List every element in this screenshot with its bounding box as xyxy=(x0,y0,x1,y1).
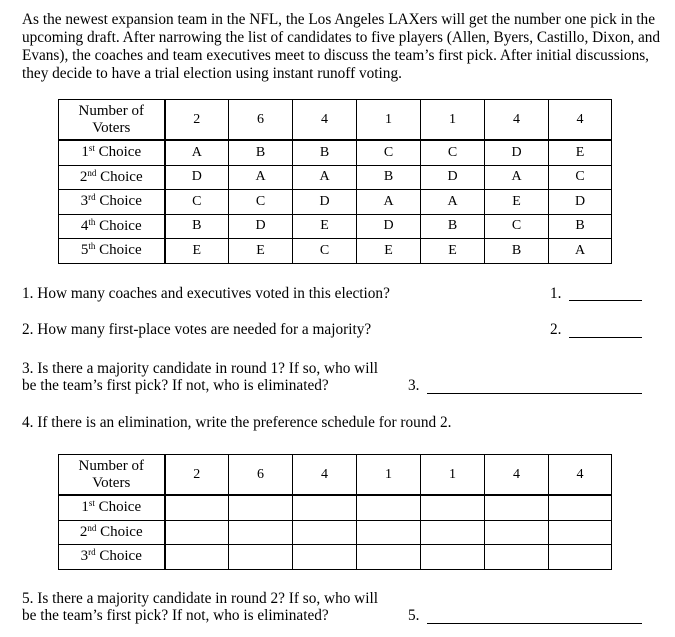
choice-cell: A xyxy=(357,190,421,215)
empty-cell[interactable] xyxy=(421,545,485,570)
choice-cell: B xyxy=(485,239,549,264)
choice-row xyxy=(59,190,612,215)
choice-cell: D xyxy=(293,190,357,215)
choice-cell: D xyxy=(485,140,549,165)
empty-cell[interactable] xyxy=(165,495,229,520)
question-1: 1. How many coaches and executives voted in this election? xyxy=(22,285,390,302)
choice-cell: E xyxy=(293,214,357,239)
voter-count: 1 xyxy=(421,100,485,141)
voters-row xyxy=(59,455,612,496)
choice-cell: B xyxy=(229,140,293,165)
choice-cell: D xyxy=(229,214,293,239)
voter-count: 4 xyxy=(549,455,612,496)
choice-cell: A xyxy=(549,239,612,264)
choice-row xyxy=(59,495,612,520)
voter-count: 4 xyxy=(293,100,357,141)
choice-row xyxy=(59,140,612,165)
empty-cell[interactable] xyxy=(165,520,229,545)
answer-3-blank[interactable] xyxy=(427,393,642,394)
intro-paragraph: As the newest expansion team in the NFL, the Los Angeles LAXers will get the number one pick in the upcoming draft. After narrowing the list of candidates to five players (Allen, Byers, Castillo, Dixon, and Evans), the coaches and team executives meet to discuss the team’s first pick. After initial discussions, they decide to have a trial election using instant runoff voting. xyxy=(22,11,661,82)
voter-count: 4 xyxy=(293,455,357,496)
choice-cell: C xyxy=(165,190,229,215)
empty-cell[interactable] xyxy=(293,495,357,520)
question-5-line-2: be the team’s first pick? If not, who is eliminated? xyxy=(22,607,329,624)
empty-cell[interactable] xyxy=(485,495,549,520)
voters-header-line2: Voters xyxy=(92,474,131,491)
choice-cell: C xyxy=(357,140,421,165)
question-3-line-2: be the team’s first pick? If not, who is eliminated? xyxy=(22,377,329,394)
empty-cell[interactable] xyxy=(421,520,485,545)
empty-cell[interactable] xyxy=(293,545,357,570)
empty-cell[interactable] xyxy=(549,545,612,570)
choice-cell: E xyxy=(165,239,229,264)
choice-row xyxy=(59,545,612,570)
choice-cell: B xyxy=(165,214,229,239)
choice-cell: E xyxy=(421,239,485,264)
empty-cell[interactable] xyxy=(165,545,229,570)
answer-2-blank[interactable] xyxy=(569,337,642,338)
choice-label: 4th Choice xyxy=(59,214,165,239)
voters-header-line2: Voters xyxy=(92,119,131,136)
empty-cell[interactable] xyxy=(229,495,293,520)
empty-cell[interactable] xyxy=(357,520,421,545)
empty-cell[interactable] xyxy=(229,545,293,570)
choice-row xyxy=(59,214,612,239)
preference-schedule-round-1 xyxy=(58,99,612,264)
choice-cell: E xyxy=(357,239,421,264)
choice-cell: A xyxy=(229,165,293,190)
choice-row xyxy=(59,165,612,190)
question-2: 2. How many first-place votes are needed for a majority? xyxy=(22,321,372,338)
choice-label: 1st Choice xyxy=(59,140,165,165)
choice-cell: D xyxy=(549,190,612,215)
empty-cell[interactable] xyxy=(357,495,421,520)
choice-label: 1st Choice xyxy=(59,495,165,520)
choice-cell: B xyxy=(357,165,421,190)
choice-cell: C xyxy=(229,190,293,215)
voter-count: 6 xyxy=(229,100,293,141)
choice-cell: D xyxy=(165,165,229,190)
choice-cell: A xyxy=(293,165,357,190)
choice-cell: C xyxy=(293,239,357,264)
choice-label: 3rd Choice xyxy=(59,545,165,570)
voter-count: 6 xyxy=(229,455,293,496)
choice-cell: C xyxy=(549,165,612,190)
voters-header xyxy=(59,100,165,141)
voter-count: 1 xyxy=(421,455,485,496)
choice-cell: E xyxy=(549,140,612,165)
empty-cell[interactable] xyxy=(293,520,357,545)
empty-cell[interactable] xyxy=(421,495,485,520)
choice-cell: D xyxy=(421,165,485,190)
question-4: 4. If there is an elimination, write the preference schedule for round 2. xyxy=(22,414,452,431)
choice-cell: B xyxy=(549,214,612,239)
answer-5-number: 5. xyxy=(408,607,420,624)
voter-count: 4 xyxy=(485,100,549,141)
choice-label: 2nd Choice xyxy=(59,520,165,545)
voter-count: 2 xyxy=(165,455,229,496)
voter-count: 4 xyxy=(549,100,612,141)
choice-label: 5th Choice xyxy=(59,239,165,264)
choice-cell: C xyxy=(421,140,485,165)
choice-cell: A xyxy=(421,190,485,215)
answer-2-number: 2. xyxy=(550,321,562,338)
voter-count: 2 xyxy=(165,100,229,141)
answer-1-blank[interactable] xyxy=(569,300,642,301)
empty-cell[interactable] xyxy=(485,520,549,545)
question-5-line-1: 5. Is there a majority candidate in round 2? If so, who will xyxy=(22,590,378,607)
choice-label: 3rd Choice xyxy=(59,190,165,215)
choice-cell: A xyxy=(485,165,549,190)
answer-1-number: 1. xyxy=(550,285,562,302)
answer-5-blank[interactable] xyxy=(427,623,642,624)
empty-cell[interactable] xyxy=(357,545,421,570)
choice-cell: A xyxy=(165,140,229,165)
voter-count: 4 xyxy=(485,455,549,496)
voter-count: 1 xyxy=(357,100,421,141)
choice-cell: B xyxy=(293,140,357,165)
choice-row xyxy=(59,239,612,264)
question-3-line-1: 3. Is there a majority candidate in round 1? If so, who will xyxy=(22,360,378,377)
empty-cell[interactable] xyxy=(229,520,293,545)
voter-count: 1 xyxy=(357,455,421,496)
empty-cell[interactable] xyxy=(549,495,612,520)
voters-header xyxy=(59,455,165,496)
choice-row xyxy=(59,520,612,545)
voters-header-line1: Number of xyxy=(78,457,144,474)
preference-schedule-round-2 xyxy=(58,454,612,570)
empty-cell[interactable] xyxy=(485,545,549,570)
empty-cell[interactable] xyxy=(549,520,612,545)
choice-cell: E xyxy=(229,239,293,264)
voters-row xyxy=(59,100,612,141)
choice-cell: C xyxy=(485,214,549,239)
voters-header-line1: Number of xyxy=(78,102,144,119)
choice-cell: B xyxy=(421,214,485,239)
choice-cell: E xyxy=(485,190,549,215)
choice-cell: D xyxy=(357,214,421,239)
answer-3-number: 3. xyxy=(408,377,420,394)
choice-label: 2nd Choice xyxy=(59,165,165,190)
